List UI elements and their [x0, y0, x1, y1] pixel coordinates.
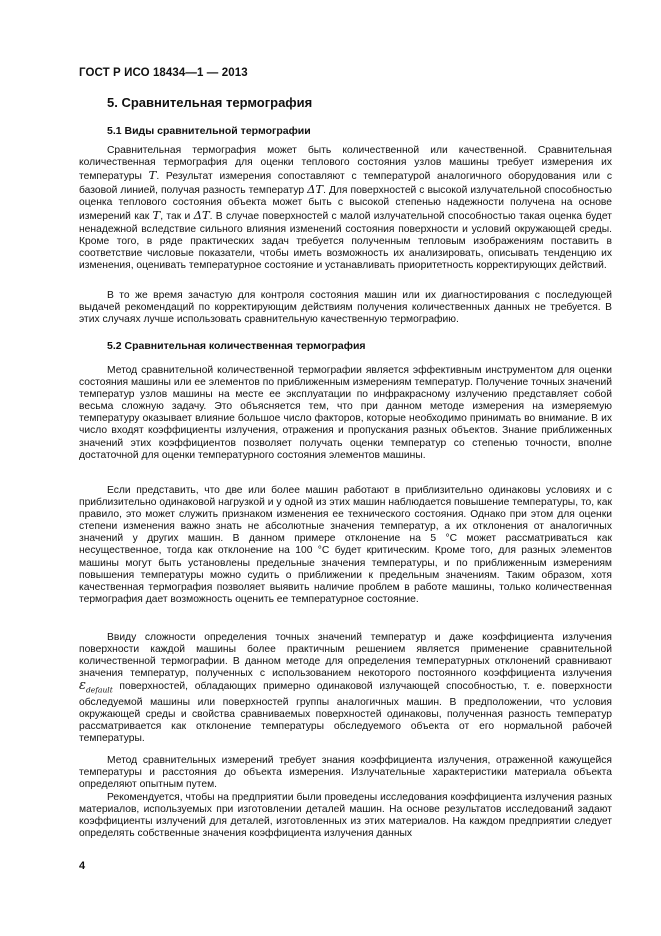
paragraph-5-1-main: Сравнительная термография может быть количественной или качественной. Сравнительная количественная термография для оценки теплового состояния узлов машины требует измерения их температуры T. Результат измерения сопоставляют с температурой аналогичного оборудования или с базовой линией, получая разность температур ΔT. Для поверхностей с высокой излучательной способностью оценка теплового состояния объекта может быть с высокой степенью надежности получена на основе измерений как T, так и ΔT. В случае поверхностей с малой излучательной способностью такая оценка будет ненадежной вследствие сильного влияния изменений состояния поверхности и условий окружающей среды. Кроме того, в ряде практических задач требуется полученным тепловым изображениям поставить в соответствие числовые показатели, чтобы иметь возможность их анализировать, описывать тенденцию их изменения, оценивать температурное состояние и устанавливать приоритетность корректирующих действий.	[79, 145, 613, 271]
paragraph-5-2-recommendation: Рекомендуется, чтобы на предприятии были проведены исследования коэффициента излучения разных материалов, используемых при изготовлении деталей машин. На основе результатов исследований задают коэффициенты излучений для деталей, изготовленных из этих материалов. На каждом предприятии следует определять собственные значения коэффициента излучения данных	[79, 792, 612, 840]
paragraph-5-1-second: В то же время зачастую для контроля состояния машин или их диагностирования с последующей выдачей рекомендаций по корректирующим действиям получения количественных данных не требуется. В этих случаях лучше использовать сравнительную качественную термографию.	[79, 290, 612, 326]
paragraph-5-2-intro: Метод сравнительной количественной термографии является эффективным инструментом для оценки состояния машины или ее элементов по приближенным измерениям температур. Получение точных значений температур узлов машины на месте ее эксплуатации по инфракрасному излучению представляет собой весьма сложную задачу. Это объясняется тем, что при данном методе измерения на измеряемую температуру оказывает влияние большое число факторов, которые необходимо принимать во внимание. В их число входят коэффициенты излучения, отражения и пропускания разных объектов. Знание приближенных значений этих коэффициентов позволяет получать оценки температур со степенью точности, вполне достаточной для оценки температурного состояния элементов машины.	[79, 365, 612, 461]
subsection-5-1-title: 5.1 Виды сравнительной термографии	[107, 125, 311, 137]
var-T: T	[152, 208, 161, 223]
var-delta-T: ΔT	[307, 182, 324, 197]
document-header: ГОСТ Р ИСО 18434—1 — 2013	[79, 67, 248, 79]
subsection-5-2-title: 5.2 Сравнительная количественная термография	[107, 340, 366, 352]
paragraph-5-2-comparison: Если представить, что две или более машин работают в приблизительно одинаковы условиях и с приблизительно одинаковой нагрузкой и у одной из этих машин наблюдается повышение температуры, то, как правило, это может служить признаком изменения ее технического состояния. Однако при этом для оценки степени изменения важно знать не абсолютные значения температур, а их отклонения от аналогичных значений у других машин. В данном примере отклонение на 5 °С может рассматриваться как несущественное, тогда как отклонение на 100 °С будет критическим. Кроме того, для разных элементов машины могут быть установлены предельные значения температуры, и по приближенным измерениям повышения температуры можно судить о приближении к предельным значениям. Таким образом, хотя качественная термография позволяет выявить наличие проблем в работе машины, только количественная термография дает возможность оценить ее температурное состояние.	[79, 485, 612, 605]
section-title: 5. Сравнительная термография	[107, 95, 313, 110]
paragraph-5-2-method: Метод сравнительных измерений требует знания коэффициента излучения, отраженной кажущейся температуры и расстояния до объекта измерения. Излучательные характеристики материала объекта определяют опытным путем.	[79, 755, 612, 791]
var-delta-T: ΔT	[193, 208, 210, 223]
epsilon-default-symbol: $\varepsilon_{default}$	[79, 678, 113, 695]
var-T: T	[148, 168, 157, 183]
paragraph-5-2-emissivity: Ввиду сложности определения точных значений температур и даже коэффициента излучения поверхности каждой машины более практичным решением является применение сравнительной количественной термографии. В данном методе для определения температурных отклонений сравнивают значения температур, полученных с использованием некоторого постоянного коэффициента излучения $\varepsilon_{default}$ поверхностей, обладающих примерно одинаковой излучающей способностью, т. е. поверхности обследуемой машины или поверхностей группы аналогичных машин. В предположении, что условия окружающей среды и свойства сравниваемых поверхностей одинаковы, полученная разность температур рассматривается как отклонение температуры обследуемого объекта от его нормальной рабочей температуры.	[79, 632, 612, 745]
page-number: 4	[79, 860, 86, 872]
